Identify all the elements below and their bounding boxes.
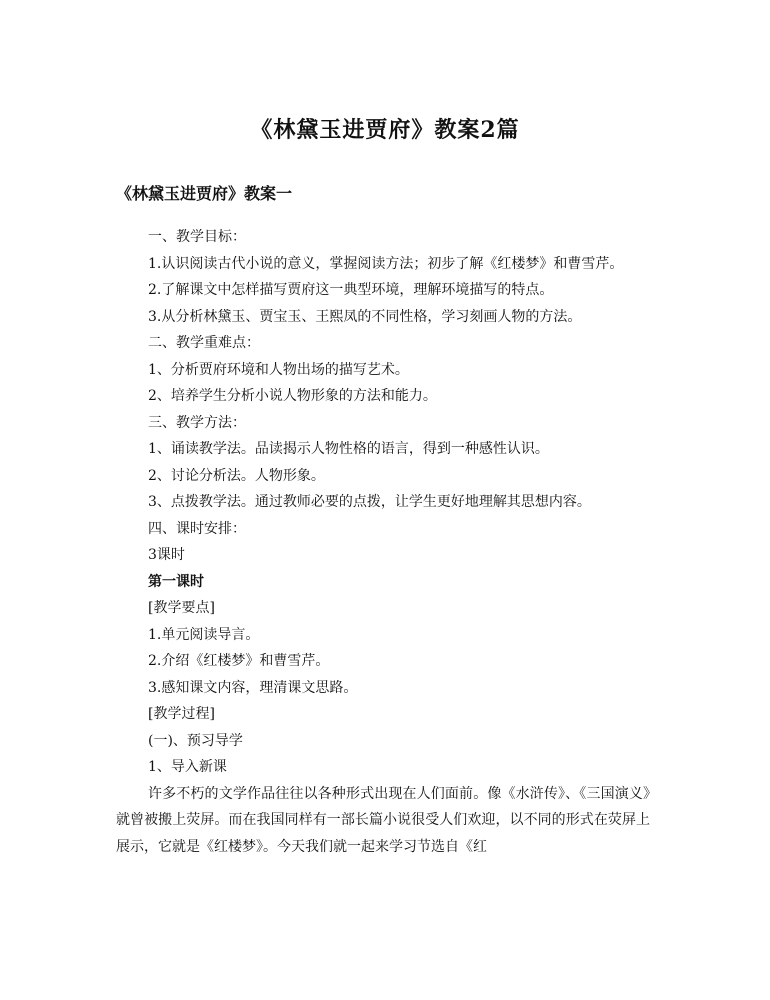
paragraph: 3.从分析林黛玉、贾宝玉、王熙凤的不同性格，学习刻画人物的方法。 (148, 308, 582, 325)
paragraph: [教学要点] (148, 600, 215, 616)
paragraph: 1、分析贾府环境和人物出场的描写艺术。 (148, 361, 409, 378)
paragraph: 四、课时安排： (148, 520, 246, 537)
paragraph: 二、教学重难点： (148, 335, 260, 351)
paragraph: 一、教学目标： (148, 229, 246, 245)
paragraph: 三、教学方法： (148, 414, 246, 431)
paragraph: 2.介绍《红楼梦》和曹雪芹。 (148, 653, 330, 669)
paragraph: [教学过程] (148, 706, 215, 722)
document-body (116, 224, 650, 860)
paragraph: 许多不朽的文学作品往往以各种形式出现在人们面前。像《水浒传》、《三国演义》就曾被搬上荧屏。而在我国同样有一部长篇小说很受人们欢迎，以不同的形式在荧屏上展示，它就是《红楼梦》。今天我们就一起来学习节选自《红 (116, 785, 650, 855)
paragraph: 3、点拨教学法。通过教师必要的点拨，让学生更好地理解其思想内容。 (148, 494, 591, 510)
paragraph: 2、讨论分析法。人物形象。 (148, 467, 325, 484)
paragraph: 3.感知课文内容，理清课文思路。 (148, 679, 358, 696)
paragraph: (一)、预习导学 (148, 732, 243, 749)
paragraph: 1.单元阅读导言。 (148, 626, 260, 643)
paragraph: 第一课时 (148, 573, 204, 590)
paragraph: 3课时 (148, 547, 185, 563)
paragraph: 1.认识阅读古代小说的意义，掌握阅读方法；初步了解《红楼梦》和曹雪芹。 (148, 255, 624, 272)
paragraph: 2、培养学生分析小说人物形象的方法和能力。 (148, 388, 437, 404)
paragraph: 1、诵读教学法。品读揭示人物性格的语言，得到一种感性认识。 (148, 441, 549, 457)
paragraph: 1、导入新课 (148, 759, 227, 775)
document-title: 《林黛玉进贾府》教案2篇 (250, 117, 520, 143)
section-title: 《林黛玉进贾府》教案一 (116, 184, 293, 203)
paragraph: 2.了解课文中怎样描写贾府这一典型环境，理解环境描写的特点。 (148, 282, 554, 298)
